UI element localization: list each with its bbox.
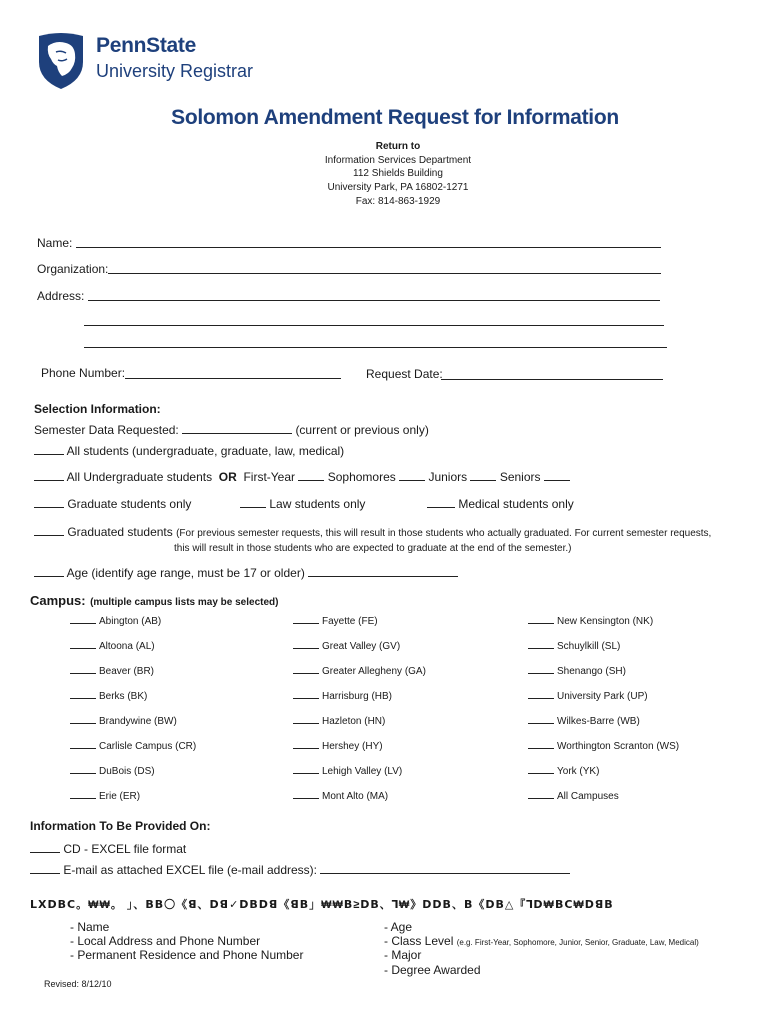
brand-name: PennState (96, 34, 196, 57)
campus-option (70, 739, 196, 752)
campus-heading-row (30, 592, 278, 610)
campus-label: Erie (ER) (99, 791, 141, 802)
campus-check[interactable] (70, 789, 96, 799)
campus-check[interactable] (293, 614, 319, 624)
all-undergrad-label: All Undergraduate students (66, 470, 213, 484)
campus-label: Worthington Scranton (WS) (557, 741, 680, 752)
campus-option (528, 639, 620, 652)
campus-option (70, 614, 161, 627)
email-address-field[interactable] (320, 862, 570, 874)
fax-line: Fax: 814-863-1929 (355, 196, 441, 207)
semester-note: (current or previous only) (295, 423, 429, 437)
campus-label: Lehigh Valley (LV) (322, 766, 403, 777)
campus-check[interactable] (528, 614, 554, 624)
selection-heading: Selection Information: (34, 402, 161, 416)
semester-label: Semester Data Requested: (34, 423, 179, 437)
medical-label: Medical students only (458, 497, 574, 511)
graduate-check[interactable] (34, 496, 64, 508)
age-row (34, 565, 458, 580)
campus-check[interactable] (293, 664, 319, 674)
address-field-line-1[interactable] (88, 300, 660, 301)
campus-label: DuBois (DS) (99, 766, 155, 777)
campus-check[interactable] (528, 639, 554, 649)
age-range-field[interactable] (308, 565, 458, 577)
campus-label: Berks (BK) (99, 691, 148, 702)
campus-label: Great Valley (GV) (322, 641, 401, 652)
return-address-line: University Park, PA 16802-1271 (327, 182, 469, 193)
all-students-row (34, 443, 344, 458)
campus-option (70, 689, 147, 702)
campus-option (70, 714, 177, 727)
address-field-line-2[interactable] (84, 325, 664, 326)
campus-option (293, 714, 385, 727)
sophomores-label: Sophomores (327, 470, 396, 484)
campus-check[interactable] (528, 789, 554, 799)
or-label: OR (218, 470, 237, 484)
campus-check[interactable] (70, 639, 96, 649)
campus-check[interactable] (293, 639, 319, 649)
graduated-row (34, 524, 711, 539)
juniors-check[interactable] (470, 469, 496, 481)
campus-label: Carlisle Campus (CR) (99, 741, 197, 752)
revised-date: Revised: 8/12/10 (44, 979, 112, 989)
organization-label: Organization: (37, 262, 109, 276)
campus-label: Wilkes-Barre (WB) (557, 716, 640, 727)
address-field-line-3[interactable] (84, 347, 667, 348)
campus-check[interactable] (293, 789, 319, 799)
seniors-label: Seniors (499, 470, 541, 484)
request-date-field[interactable] (441, 379, 663, 380)
graduated-label: Graduated students (67, 525, 173, 539)
campus-label: Altoona (AL) (99, 641, 155, 652)
campus-check[interactable] (293, 739, 319, 749)
juniors-label: Juniors (428, 470, 468, 484)
nittany-lion-shield-icon (36, 32, 86, 90)
age-check[interactable] (34, 565, 64, 577)
campus-option (528, 714, 640, 727)
graduated-note-2: this will result in those students who are expected to graduate at the end of the semester.) (174, 543, 572, 554)
first-year-label: First-Year (243, 470, 296, 484)
campus-option (528, 789, 619, 802)
field-item: - Degree Awarded (384, 963, 481, 977)
graduate-row (34, 496, 191, 511)
law-check[interactable] (240, 496, 266, 508)
campus-check[interactable] (528, 764, 554, 774)
email-label: E-mail as attached EXCEL file (e-mail address): (63, 863, 317, 877)
law-row (240, 496, 365, 511)
campus-option (70, 789, 140, 802)
campus-option (293, 689, 392, 702)
class-level-row (384, 934, 699, 948)
provided-heading: Information To Be Provided On: (30, 819, 211, 833)
campus-label: Shenango (SH) (557, 666, 626, 677)
campus-label: New Kensington (NK) (557, 616, 654, 627)
all-undergrad-check[interactable] (34, 469, 64, 481)
campus-label: Hazleton (HN) (322, 716, 386, 727)
campus-label: York (YK) (557, 766, 600, 777)
campus-option (70, 639, 155, 652)
campus-label: All Campuses (557, 791, 619, 802)
sophomores-check[interactable] (399, 469, 425, 481)
phone-field[interactable] (125, 378, 341, 379)
medical-check[interactable] (427, 496, 455, 508)
campus-check[interactable] (70, 739, 96, 749)
campus-label: Greater Allegheny (GA) (322, 666, 426, 677)
first-year-check[interactable] (298, 469, 324, 481)
field-item: - Major (384, 948, 422, 962)
campus-option (70, 664, 154, 677)
name-label: Name: (37, 236, 73, 250)
campus-note: (multiple campus lists may be selected) (90, 597, 279, 608)
campus-option (528, 664, 626, 677)
graduated-note: (For previous semester requests, this will result in those students who actually graduated. For current semester requests, (176, 528, 712, 539)
campus-check[interactable] (70, 764, 96, 774)
campus-label: Hershey (HY) (322, 741, 383, 752)
field-item: - Age (384, 920, 413, 934)
campus-label: University Park (UP) (557, 691, 648, 702)
campus-check[interactable] (528, 689, 554, 699)
campus-option (70, 764, 155, 777)
field-item: - Permanent Residence and Phone Number (70, 948, 304, 962)
medical-row (427, 496, 574, 511)
campus-check[interactable] (293, 764, 319, 774)
campus-option (528, 689, 648, 702)
cd-row (30, 841, 186, 856)
campus-label: Mont Alto (MA) (322, 791, 389, 802)
graduated-check[interactable] (34, 524, 64, 536)
address-label: Address: (37, 289, 85, 303)
undergrad-row (34, 469, 570, 484)
class-level-note: (e.g. First-Year, Sophomore, Junior, Senior, Graduate, Law, Medical) (456, 938, 699, 947)
campus-option (293, 664, 426, 677)
request-date-label: Request Date: (366, 367, 443, 381)
seniors-check[interactable] (544, 469, 570, 481)
campus-check[interactable] (528, 664, 554, 674)
campus-check[interactable] (70, 689, 96, 699)
campus-option (293, 639, 400, 652)
graduate-label: Graduate students only (67, 497, 192, 511)
semester-field[interactable] (182, 422, 292, 434)
return-address-line: Information Services Department (324, 155, 472, 166)
campus-option (528, 739, 679, 752)
campus-check[interactable] (293, 714, 319, 724)
phone-label: Phone Number: (41, 366, 126, 380)
campus-check[interactable] (70, 714, 96, 724)
name-field[interactable] (76, 247, 661, 248)
campus-heading: Campus: (30, 593, 86, 608)
all-students-label: All students (undergraduate, graduate, law, medical) (66, 444, 345, 458)
campus-check[interactable] (70, 664, 96, 674)
campus-label: Schuylkill (SL) (557, 641, 621, 652)
campus-label: Beaver (BR) (99, 666, 155, 677)
campus-label: Harrisburg (HB) (322, 691, 393, 702)
age-label: Age (identify age range, must be 17 or older) (66, 566, 305, 580)
field-item: - Class Level (384, 934, 454, 948)
return-address-line: 112 Shields Building (353, 168, 443, 179)
campus-option (293, 739, 383, 752)
campus-option (293, 764, 402, 777)
all-students-check[interactable] (34, 443, 64, 455)
campus-label: Abington (AB) (99, 616, 162, 627)
email-check[interactable] (30, 862, 60, 874)
campus-option (528, 764, 599, 777)
organization-field[interactable] (108, 273, 661, 274)
campus-label: Fayette (FE) (322, 616, 378, 627)
field-item: - Local Address and Phone Number (70, 934, 261, 948)
law-label: Law students only (269, 497, 366, 511)
return-to-label: Return to (375, 141, 421, 152)
garbled-text-line: ꓡꓫꓓꓐꓚ。₩₩。 」、ꓐꓐ〇《ꓭ、ꓓꓭ✓ꓓꓐꓓꓭ《ꓭꓐ」₩₩ꓐ≥ꓓꓐ、ꓶ₩》ꓓꓓꓐ、ꓐ《ꓓꓐ△『ꓶꓓ₩ꓐꓚ₩ꓓꓭꓐ (30, 899, 614, 911)
campus-check[interactable] (528, 739, 554, 749)
brand-subtitle: University Registrar (96, 61, 254, 81)
campus-option (293, 614, 378, 627)
campus-check[interactable] (70, 614, 96, 624)
cd-label: CD - EXCEL file format (63, 842, 187, 856)
campus-option (528, 614, 653, 627)
semester-row (34, 422, 429, 437)
form-title: Solomon Amendment Request for Information (171, 106, 619, 129)
campus-check[interactable] (293, 689, 319, 699)
cd-check[interactable] (30, 841, 60, 853)
campus-check[interactable] (528, 714, 554, 724)
campus-option (293, 789, 388, 802)
campus-label: Brandywine (BW) (99, 716, 177, 727)
email-row (30, 862, 570, 877)
field-item: - Name (70, 920, 110, 934)
